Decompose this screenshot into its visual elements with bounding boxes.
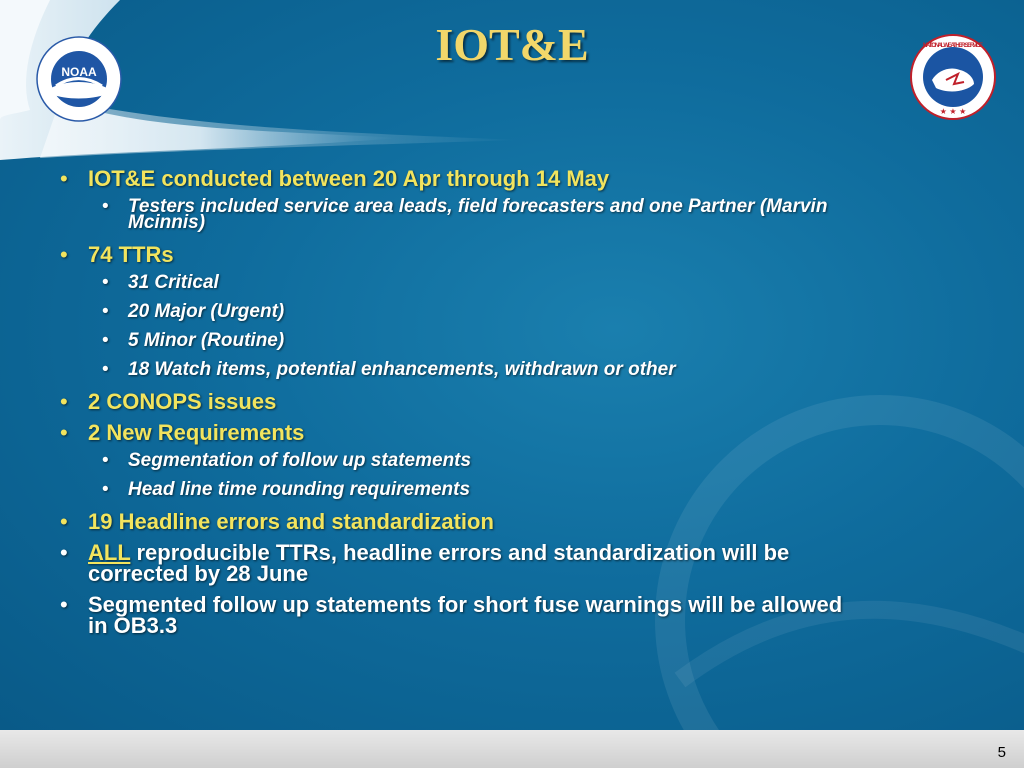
svg-text:NOAA: NOAA: [61, 65, 97, 79]
sub-bullet-segmentation: • Segmentation of follow up statements: [102, 450, 472, 471]
noaa-logo-icon: [36, 36, 122, 122]
bullet-list: [58, 168, 988, 646]
nws-logo-icon: [910, 34, 996, 120]
sub-bullet-major: • 20 Major (Urgent): [102, 301, 285, 322]
sub-bullet-watch-items: • 18 Watch items, potential enhancements, withdrawn or other: [102, 359, 676, 380]
bullet-all-reproducible: • ALL reproducible TTRs, headline errors and standardization will be corrected by 28 June: [60, 540, 790, 586]
emphasis-all: ALL: [88, 540, 131, 565]
page-number: 5: [997, 744, 1006, 761]
bullet-iote-dates: • IOT&E conducted between 20 Apr through 14 May: [60, 166, 610, 191]
sub-bullet-headline-rounding: • Head line time rounding requirements: [102, 479, 471, 500]
sub-bullet-minor: • 5 Minor (Routine): [102, 330, 285, 351]
slide-title: IOT&E: [435, 19, 589, 70]
svg-text:NATIONAL WEATHER SERVICE: NATIONAL WEATHER SERVICE: [923, 43, 983, 49]
svg-text:★ ★ ★: ★ ★ ★: [939, 107, 967, 116]
sub-bullet-testers: • Testers included service area leads, field forecasters and one Partner (Marvin Mcinnis): [102, 196, 828, 233]
footer-band: [0, 730, 1024, 768]
sub-bullet-critical: • 31 Critical: [102, 272, 219, 293]
bullet-segmented-statements: • Segmented follow up statements for short fuse warnings will be allowed in OB3.3: [60, 592, 843, 638]
bullet-new-requirements: • 2 New Requirements: [60, 420, 305, 445]
bullet-ttrs: • 74 TTRs: [60, 242, 174, 267]
bullet-headline-errors: • 19 Headline errors and standardization: [60, 509, 494, 534]
bullet-conops: • 2 CONOPS issues: [60, 389, 277, 414]
